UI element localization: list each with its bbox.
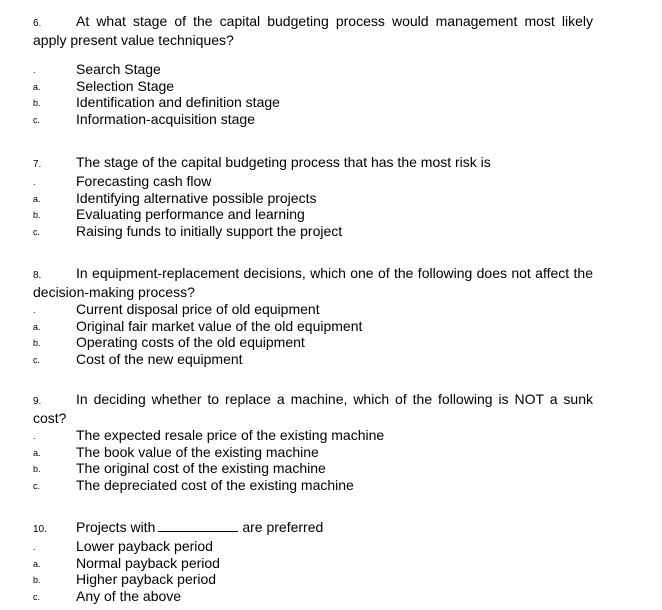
option-letter: b. (33, 98, 41, 108)
option-text: Normal payback period (76, 554, 220, 571)
question-text: At what stage of the capital budgeting process would management most likely apply present value techniques? (33, 13, 593, 48)
option-text: Information-acquisition stage (76, 110, 255, 127)
option-letter: . (33, 542, 36, 552)
question-number: 9. (33, 396, 42, 407)
option-letter: a. (33, 447, 41, 458)
option-text: Original fair market value of the old equipment (76, 317, 363, 334)
option-letter: c. (33, 591, 41, 602)
option[interactable] (33, 571, 593, 588)
option[interactable] (33, 351, 593, 368)
option-letter: a. (33, 81, 41, 92)
option[interactable] (33, 111, 593, 128)
option-text: The book value of the existing machine (76, 443, 319, 460)
option[interactable] (33, 301, 593, 318)
question-number: 8. (33, 270, 42, 281)
option[interactable] (33, 538, 593, 555)
option[interactable] (33, 206, 593, 223)
option[interactable] (33, 318, 593, 335)
option[interactable] (33, 427, 593, 444)
option[interactable] (33, 78, 593, 95)
question-stem (33, 519, 593, 538)
option-letter: c. (33, 114, 41, 125)
option-text: The original cost of the existing machine (76, 460, 326, 476)
option-list (33, 427, 593, 493)
option-letter: a. (33, 558, 41, 569)
option-letter: b. (33, 210, 41, 220)
option-text: Selection Stage (76, 77, 175, 94)
option[interactable] (33, 61, 593, 78)
option[interactable] (33, 460, 593, 477)
option-text: Search Stage (76, 61, 161, 77)
option-letter: . (33, 431, 36, 441)
question-10 (33, 519, 593, 604)
option-text: Lower payback period (76, 538, 213, 554)
option-text: Evaluating performance and learning (76, 206, 305, 222)
option-text: Identifying alternative possible projects (76, 189, 317, 206)
option-text: Forecasting cash flow (76, 173, 212, 189)
option-letter: . (33, 305, 36, 315)
option-letter: c. (33, 480, 41, 491)
question-text: In deciding whether to replace a machine, which of the following is NOT a sunk cost? (33, 391, 593, 426)
question-text: The stage of the capital budgeting process that has the most risk is (76, 154, 491, 170)
option[interactable] (33, 555, 593, 572)
option-text: The expected resale price of the existing machine (76, 427, 385, 443)
question-number: 7. (33, 159, 42, 170)
question-8 (33, 265, 593, 367)
option[interactable] (33, 477, 593, 494)
option-text: Identification and definition stage (76, 94, 280, 110)
question-stem (33, 265, 593, 301)
question-number: 10. (33, 524, 47, 535)
option-list (33, 301, 593, 367)
question-text-before-blank: Projects with (76, 519, 156, 535)
option-letter: b. (33, 575, 41, 585)
option-list (33, 173, 593, 239)
option[interactable] (33, 334, 593, 351)
option-letter: b. (33, 338, 41, 348)
option-letter: c. (33, 354, 41, 365)
option[interactable] (33, 190, 593, 207)
question-stem (33, 391, 593, 427)
option-text: Raising funds to initially support the project (76, 222, 343, 239)
question-text: In equipment-replacement decisions, which one of the following does not affect the decision-making process? (33, 265, 593, 300)
option-text: Current disposal price of old equipment (76, 301, 320, 317)
option-list (33, 538, 593, 604)
option-letter: . (33, 65, 36, 75)
option[interactable] (33, 173, 593, 190)
option-text: Operating costs of the old equipment (76, 334, 305, 350)
option-letter: c. (33, 226, 41, 237)
option-text: Any of the above (76, 587, 182, 604)
option[interactable] (33, 588, 593, 605)
option[interactable] (33, 444, 593, 461)
answer-blank (158, 519, 238, 532)
question-6 (33, 13, 593, 127)
question-stem (33, 13, 593, 49)
option-text: Cost of the new equipment (76, 350, 243, 367)
option-list (33, 61, 593, 127)
option-text: The depreciated cost of the existing machine (76, 476, 354, 493)
option-text: Higher payback period (76, 571, 217, 587)
option-letter: a. (33, 321, 41, 332)
option-letter: a. (33, 193, 41, 204)
option-letter: . (33, 177, 36, 187)
question-9 (33, 391, 593, 493)
question-number: 6. (33, 18, 42, 29)
option[interactable] (33, 223, 593, 240)
question-text-after-blank: are preferred (242, 519, 324, 535)
option[interactable] (33, 94, 593, 111)
option-letter: b. (33, 464, 41, 474)
question-7 (33, 154, 593, 239)
question-stem (33, 154, 593, 173)
